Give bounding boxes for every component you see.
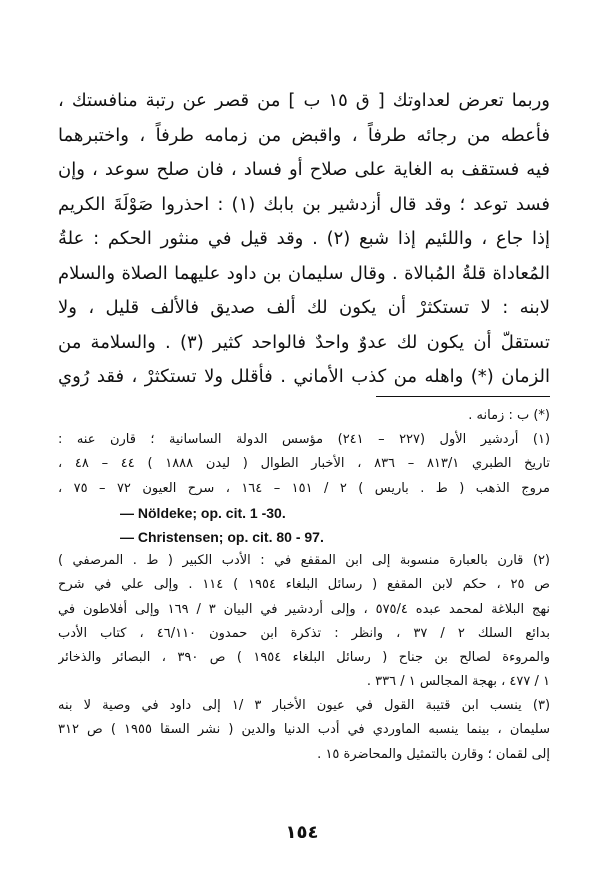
text-line: وربما تعرض لعداوتك [ ق ١٥ ب ] من قصر عن رتبة منافستك ، <box>58 90 550 111</box>
text-line: إذا جاع ، واللئيم إذا شبع (٢) . وقد قيل في منثور الحكم : علةُ <box>58 228 550 249</box>
footnote-line: إلى لقمان ؛ وقارن بالتمثيل والمحاضرة ١٥ . <box>317 746 550 762</box>
footnote-line: سليمان ، بينما ينسبه الماوردي في أدب الدنيا والدين ( نشر السقا ١٩٥٥ ) ص ٣١٢ <box>58 722 550 738</box>
footnote-divider <box>376 396 550 397</box>
footnote-line: (٣) ينسب ابن قتيبة القول في عيون الأخبار ٣ /١ إلى داود في وصية لا بنه <box>58 698 550 714</box>
footnote-latin-line: — Christensen; op. cit. 80 - 97. <box>120 528 324 545</box>
footnote-line: والمروءة لصالح بن جناح ( رسائل البلغاء ١٩٥٤ ) ص ٣٩٠ ، البصائر والذخائر <box>58 649 550 665</box>
footnote-line: (١) أردشير الأول (٢٢٧ – ٢٤١) مؤسس الدولة الساسانية ؛ قارن عنه : <box>58 432 550 448</box>
footnotes <box>58 404 550 767</box>
footnote-line: تاريخ الطبري ٨١٣/١ – ٨٣٦ ، الأخبار الطوال ( ليدن ١٨٨٨ ) ٤٤ – ٤٨ ، <box>58 456 550 472</box>
footnote-latin-line: — Nöldeke; op. cit. 1 -30. <box>120 504 286 521</box>
footnote-line: نهج البلاغة لمحمد عبده ٥٧٥/٤ ، وإلى أردشير في البيان ٣ / ١٦٩ وإلى أفلاطون في <box>58 601 550 617</box>
page-number: ١٥٤ <box>285 822 319 843</box>
footnote-line: مروج الذهب ( ط . باريس ) ٢ / ١٥١ – ١٦٤ ، سرح العيون ٧٢ – ٧٥ ، <box>58 480 550 496</box>
footnote-line: ١ / ٤٧٧ ، بهجة المجالس ١ / ٣٣٦ . <box>366 674 550 690</box>
footnote-line: (*) ب : زمانه . <box>468 408 550 423</box>
main-text <box>58 84 550 395</box>
text-line: لابنه : لا تستكثرْ أن يكون لك ألف صديق فالألف قليل ، ولا <box>58 297 550 318</box>
footnote-line: (٢) قارن بالعبارة منسوبة إلى ابن المقفع في : الأدب الكبير ( ط . المرصفي ) <box>58 553 550 569</box>
footnote-line: بدائع السلك ٢ / ٣٧ ، وانظر : تذكرة ابن حمدون ٤٦/١١٠ ، كتاب الأدب <box>58 625 550 641</box>
text-line: الزمان (*) واهله من كذب الأماني . فأقلل ولا تستكثرْ ، فقد رُوي <box>58 366 550 387</box>
text-line: فيه فستقف به الغاية على صلاح أو فساد ، فان صلح سوعد ، وإن <box>58 159 550 180</box>
footnote-line: ص ٢٥ ، حكم لابن المقفع ( رسائل البلغاء ١٩٥٤ ) ١١٤ . وإلى علي في شرح <box>58 577 550 593</box>
text-line: تستقلّ أن يكون لك عدوٌ واحدٌ فالواحد كثير (٣) . والسلامة من <box>58 331 550 353</box>
text-line: فسد توعد ؛ وقد قال أزدشير بن بابك (١) : احذروا صَوْلَةَ الكريم <box>58 193 550 215</box>
text-line: فأعطه من رجائه طرفاً ، واقبض من زمامه طرفاً ، واختبرهما <box>58 124 550 146</box>
text-line: المُعاداة قلةُ المُبالاة . وقال سليمان بن داود عليهما الصلاة والسلام <box>58 262 550 284</box>
